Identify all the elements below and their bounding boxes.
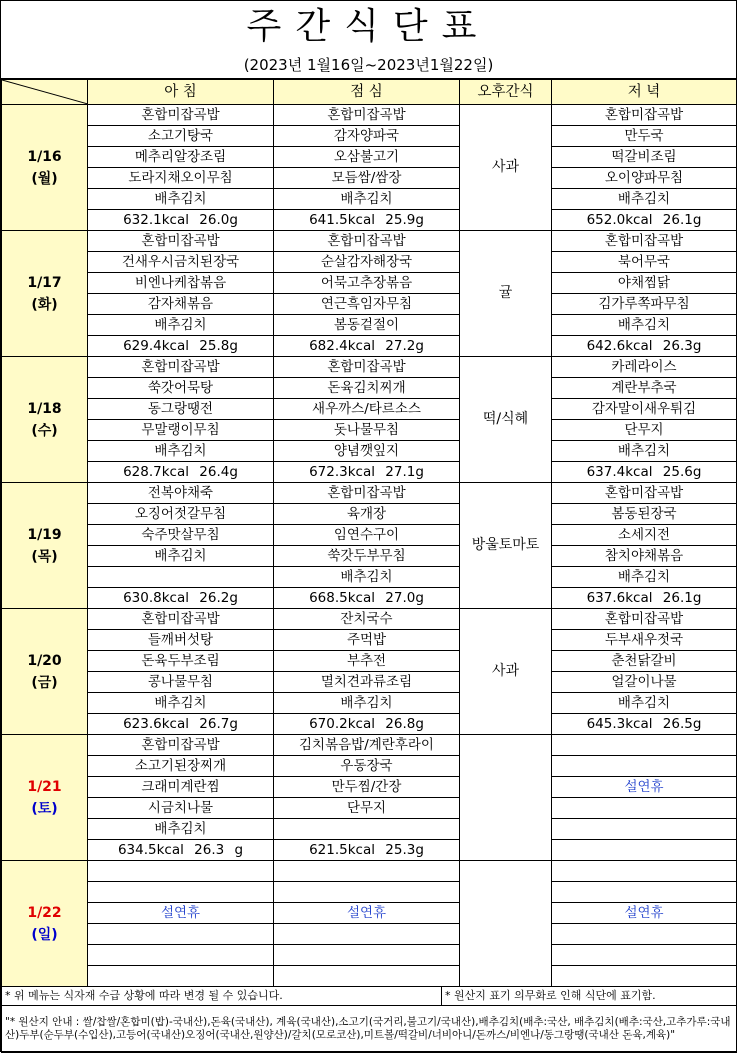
- date-cell: [2, 735, 88, 861]
- dinner-item: 혼합미잡곡밥: [552, 105, 737, 126]
- breakfast-item: 배추김치: [88, 441, 274, 462]
- date-cell: [2, 105, 88, 231]
- dinner-item: 야채찜닭: [552, 273, 737, 294]
- menu-row: [2, 882, 737, 903]
- lunch-item: 단무지: [274, 798, 460, 819]
- header-snack: 오후간식: [460, 80, 552, 105]
- breakfast-item: 크래미계란찜: [88, 777, 274, 798]
- dinner-item: [552, 882, 737, 903]
- breakfast-item: 동그랑땡전: [88, 399, 274, 420]
- breakfast-item: [88, 882, 274, 903]
- menu-row: [2, 525, 737, 546]
- menu-row: [2, 693, 737, 714]
- menu-row: [2, 966, 737, 987]
- lunch-item: 배추김치: [274, 567, 460, 588]
- lunch-item: [274, 945, 460, 966]
- menu-row: [2, 441, 737, 462]
- header-lunch: 점 심: [274, 80, 460, 105]
- lunch-item: [274, 882, 460, 903]
- weekday-label: (월): [31, 170, 58, 187]
- dinner-item: 혼합미잡곡밥: [552, 231, 737, 252]
- page-title: 주간식단표: [246, 6, 491, 47]
- lunch-item: 감자양파국: [274, 126, 460, 147]
- dinner-item: 카레라이스: [552, 357, 737, 378]
- lunch-item: 김치볶음밥/계란후라이: [274, 735, 460, 756]
- notice-left: * 위 메뉴는 식자재 수급 상황에 따라 변경 될 수 있습니다.: [2, 987, 442, 1006]
- snack-cell: 떡/식혜: [460, 357, 552, 483]
- menu-row: [2, 147, 737, 168]
- breakfast-item: 배추김치: [88, 693, 274, 714]
- header-breakfast: 아 침: [88, 80, 274, 105]
- breakfast-item: 감자채볶음: [88, 294, 274, 315]
- lunch-item: 혼합미잡곡밥: [274, 231, 460, 252]
- menu-row: [2, 168, 737, 189]
- breakfast-item: 634.5kcal 26.3 g: [88, 840, 274, 861]
- dinner-item: 두부새우젓국: [552, 630, 737, 651]
- breakfast-item: 무말랭이무침: [88, 420, 274, 441]
- lunch-item: 주먹밥: [274, 630, 460, 651]
- breakfast-item: 배추김치: [88, 315, 274, 336]
- menu-row: [2, 777, 737, 798]
- lunch-item: 682.4kcal 27.2g: [274, 336, 460, 357]
- menu-row: [2, 546, 737, 567]
- breakfast-item: [88, 924, 274, 945]
- menu-row: [2, 714, 737, 735]
- breakfast-item: 시금치나물: [88, 798, 274, 819]
- breakfast-item: 소고기된장찌개: [88, 756, 274, 777]
- menu-row: [2, 105, 737, 126]
- dinner-item: 감자말이새우튀김: [552, 399, 737, 420]
- dinner-item: 혼합미잡곡밥: [552, 483, 737, 504]
- menu-row: [2, 840, 737, 861]
- snack-cell: 방울토마토: [460, 483, 552, 609]
- breakfast-item: 629.4kcal 25.8g: [88, 336, 274, 357]
- menu-row: [2, 273, 737, 294]
- dinner-item: 배추김치: [552, 441, 737, 462]
- weekday-label: (목): [31, 548, 58, 565]
- lunch-item: 멸치견과류조림: [274, 672, 460, 693]
- dinner-item: 소세지전: [552, 525, 737, 546]
- lunch-item: 설연휴: [274, 903, 460, 924]
- snack-cell: 사과: [460, 105, 552, 231]
- breakfast-item: 쑥갓어묵탕: [88, 378, 274, 399]
- date-label: 1/22: [27, 904, 62, 921]
- lunch-item: 우동장국: [274, 756, 460, 777]
- breakfast-item: [88, 966, 274, 987]
- header-dinner: 저 녁: [552, 80, 737, 105]
- lunch-item: 돗나물무침: [274, 420, 460, 441]
- menu-row: [2, 903, 737, 924]
- lunch-item: 641.5kcal 25.9g: [274, 210, 460, 231]
- lunch-item: 잔치국수: [274, 609, 460, 630]
- dinner-item: 배추김치: [552, 315, 737, 336]
- breakfast-item: 비엔나케찹볶음: [88, 273, 274, 294]
- lunch-item: [274, 819, 460, 840]
- lunch-item: 돈육김치찌개: [274, 378, 460, 399]
- lunch-item: 672.3kcal 27.1g: [274, 462, 460, 483]
- weekday-label: (토): [31, 800, 58, 817]
- lunch-item: 배추김치: [274, 693, 460, 714]
- breakfast-item: 건새우시금치된장국: [88, 252, 274, 273]
- breakfast-item: 배추김치: [88, 546, 274, 567]
- menu-row: [2, 609, 737, 630]
- corner-cell: [2, 80, 88, 105]
- menu-row: [2, 252, 737, 273]
- menu-row: [2, 798, 737, 819]
- breakfast-item: 623.6kcal 26.7g: [88, 714, 274, 735]
- lunch-item: 연근흑임자무침: [274, 294, 460, 315]
- breakfast-item: [88, 861, 274, 882]
- dinner-item: 652.0kcal 26.1g: [552, 210, 737, 231]
- lunch-item: 육개장: [274, 504, 460, 525]
- date-cell: [2, 357, 88, 483]
- lunch-item: 임연수구이: [274, 525, 460, 546]
- menu-row: [2, 588, 737, 609]
- menu-row: [2, 819, 737, 840]
- dinner-item: 봄동된장국: [552, 504, 737, 525]
- menu-row: [2, 357, 737, 378]
- menu-row: [2, 945, 737, 966]
- dinner-item: 만두국: [552, 126, 737, 147]
- breakfast-item: 들깨버섯탕: [88, 630, 274, 651]
- dinner-item: 637.6kcal 26.1g: [552, 588, 737, 609]
- breakfast-item: 돈육두부조림: [88, 651, 274, 672]
- dinner-item: 배추김치: [552, 189, 737, 210]
- breakfast-item: 설연휴: [88, 903, 274, 924]
- lunch-item: 새우까스/타르소스: [274, 399, 460, 420]
- date-label: 1/20: [27, 652, 62, 669]
- dinner-item: 645.3kcal 26.5g: [552, 714, 737, 735]
- dinner-item: [552, 861, 737, 882]
- lunch-item: 만두찜/간장: [274, 777, 460, 798]
- breakfast-item: 혼합미잡곡밥: [88, 609, 274, 630]
- date-label: 1/16: [27, 148, 62, 165]
- weekday-label: (수): [31, 422, 58, 439]
- dinner-item: [552, 966, 737, 987]
- lunch-item: 순살감자해장국: [274, 252, 460, 273]
- menu-row: [2, 630, 737, 651]
- notes-table: [1, 987, 737, 1053]
- lunch-item: 배추김치: [274, 189, 460, 210]
- menu-row: [2, 315, 737, 336]
- lunch-item: 봄동겉절이: [274, 315, 460, 336]
- dinner-item: 참치야채볶음: [552, 546, 737, 567]
- date-label: 1/21: [27, 778, 62, 795]
- lunch-item: [274, 924, 460, 945]
- weekly-menu-table: [1, 79, 737, 987]
- date-label: 1/17: [27, 274, 62, 291]
- menu-row: [2, 420, 737, 441]
- lunch-item: 혼합미잡곡밥: [274, 105, 460, 126]
- breakfast-item: 도라지채오이무침: [88, 168, 274, 189]
- breakfast-item: 628.7kcal 26.4g: [88, 462, 274, 483]
- breakfast-item: [88, 567, 274, 588]
- dinner-item: [552, 924, 737, 945]
- dinner-item: 혼합미잡곡밥: [552, 609, 737, 630]
- menu-row: [2, 651, 737, 672]
- dinner-item: [552, 756, 737, 777]
- dinner-item: 오이양파무침: [552, 168, 737, 189]
- diagonal-line-icon: [2, 80, 88, 104]
- weekday-label: (금): [31, 674, 58, 691]
- dinner-item: 단무지: [552, 420, 737, 441]
- breakfast-item: 소고기탕국: [88, 126, 274, 147]
- dinner-item: 북어무국: [552, 252, 737, 273]
- dinner-item: [552, 798, 737, 819]
- breakfast-item: 혼합미잡곡밥: [88, 735, 274, 756]
- menu-row: [2, 735, 737, 756]
- breakfast-item: 콩나물무침: [88, 672, 274, 693]
- lunch-item: 오삼불고기: [274, 147, 460, 168]
- breakfast-item: 630.8kcal 26.2g: [88, 588, 274, 609]
- breakfast-item: 632.1kcal 26.0g: [88, 210, 274, 231]
- dinner-item: 춘천닭갈비: [552, 651, 737, 672]
- dinner-item: 배추김치: [552, 567, 737, 588]
- menu-row: [2, 336, 737, 357]
- menu-row: [2, 399, 737, 420]
- menu-row: [2, 924, 737, 945]
- menu-row: [2, 756, 737, 777]
- lunch-item: [274, 861, 460, 882]
- date-cell: [2, 609, 88, 735]
- snack-cell: 사과: [460, 609, 552, 735]
- lunch-item: 혼합미잡곡밥: [274, 357, 460, 378]
- breakfast-item: 혼합미잡곡밥: [88, 105, 274, 126]
- date-label: 1/18: [27, 400, 62, 417]
- menu-row: [2, 294, 737, 315]
- dinner-item: 계란부추국: [552, 378, 737, 399]
- weekday-label: (화): [31, 296, 58, 313]
- menu-row: [2, 189, 737, 210]
- breakfast-item: 배추김치: [88, 189, 274, 210]
- breakfast-item: 혼합미잡곡밥: [88, 231, 274, 252]
- breakfast-item: 배추김치: [88, 819, 274, 840]
- breakfast-item: 메추리알장조림: [88, 147, 274, 168]
- dinner-item: [552, 840, 737, 861]
- dinner-item: 김가루쪽파무침: [552, 294, 737, 315]
- date-cell: [2, 861, 88, 987]
- header-row: [2, 80, 737, 105]
- date-cell: [2, 483, 88, 609]
- dinner-item: 배추김치: [552, 693, 737, 714]
- breakfast-item: 오징어젓갈무침: [88, 504, 274, 525]
- breakfast-item: 숙주맛살무침: [88, 525, 274, 546]
- origin-notice: "* 원산지 안내 : 쌀/찹쌀/혼합미(밥)-국내산),돈육(국내산), 계육(국내산),소고기(국거리,불고기/국내산),배추김치(배추:국산, 배추김치(배추:국산,고추가루:국내산)두부(순두부(수입산),고등어(국내산)오징어(국내산,원양산)/갈치(모로코산),미트볼/떡갈비/너비아니/돈까스/비엔나/동그랑땡(국내산 돈육,계육)": [2, 1006, 737, 1053]
- lunch-item: 670.2kcal 26.8g: [274, 714, 460, 735]
- period-subtitle: (2023년 1월16일~2023년1월22일): [1, 53, 736, 79]
- date-cell: [2, 231, 88, 357]
- lunch-item: 쑥갓두부무침: [274, 546, 460, 567]
- breakfast-item: 전복야채죽: [88, 483, 274, 504]
- breakfast-item: 혼합미잡곡밥: [88, 357, 274, 378]
- menu-row: [2, 483, 737, 504]
- lunch-item: [274, 966, 460, 987]
- dinner-item: 642.6kcal 26.3g: [552, 336, 737, 357]
- menu-row: [2, 231, 737, 252]
- lunch-item: 부추전: [274, 651, 460, 672]
- dinner-item: 설연휴: [552, 903, 737, 924]
- snack-cell: 귤: [460, 231, 552, 357]
- menu-row: [2, 126, 737, 147]
- dinner-item: 637.4kcal 25.6g: [552, 462, 737, 483]
- dinner-item: [552, 819, 737, 840]
- dinner-item: [552, 735, 737, 756]
- lunch-item: 668.5kcal 27.0g: [274, 588, 460, 609]
- dinner-item: [552, 945, 737, 966]
- lunch-item: 양념깻잎지: [274, 441, 460, 462]
- snack-cell: [460, 861, 552, 987]
- dinner-item: 얼갈이나물: [552, 672, 737, 693]
- notice-right: * 원산지 표기 의무화로 인해 식단에 표기함.: [442, 987, 737, 1006]
- dinner-item: 떡갈비조림: [552, 147, 737, 168]
- menu-row: [2, 567, 737, 588]
- weekday-label: (일): [31, 926, 58, 943]
- menu-row: [2, 672, 737, 693]
- menu-row: [2, 861, 737, 882]
- menu-row: [2, 378, 737, 399]
- lunch-item: 혼합미잡곡밥: [274, 483, 460, 504]
- lunch-item: 621.5kcal 25.3g: [274, 840, 460, 861]
- dinner-item: 설연휴: [552, 777, 737, 798]
- lunch-item: 모듬쌈/쌈장: [274, 168, 460, 189]
- menu-row: [2, 462, 737, 483]
- snack-cell: [460, 735, 552, 861]
- menu-row: [2, 210, 737, 231]
- date-label: 1/19: [27, 526, 62, 543]
- menu-row: [2, 504, 737, 525]
- lunch-item: 어묵고추장볶음: [274, 273, 460, 294]
- breakfast-item: [88, 945, 274, 966]
